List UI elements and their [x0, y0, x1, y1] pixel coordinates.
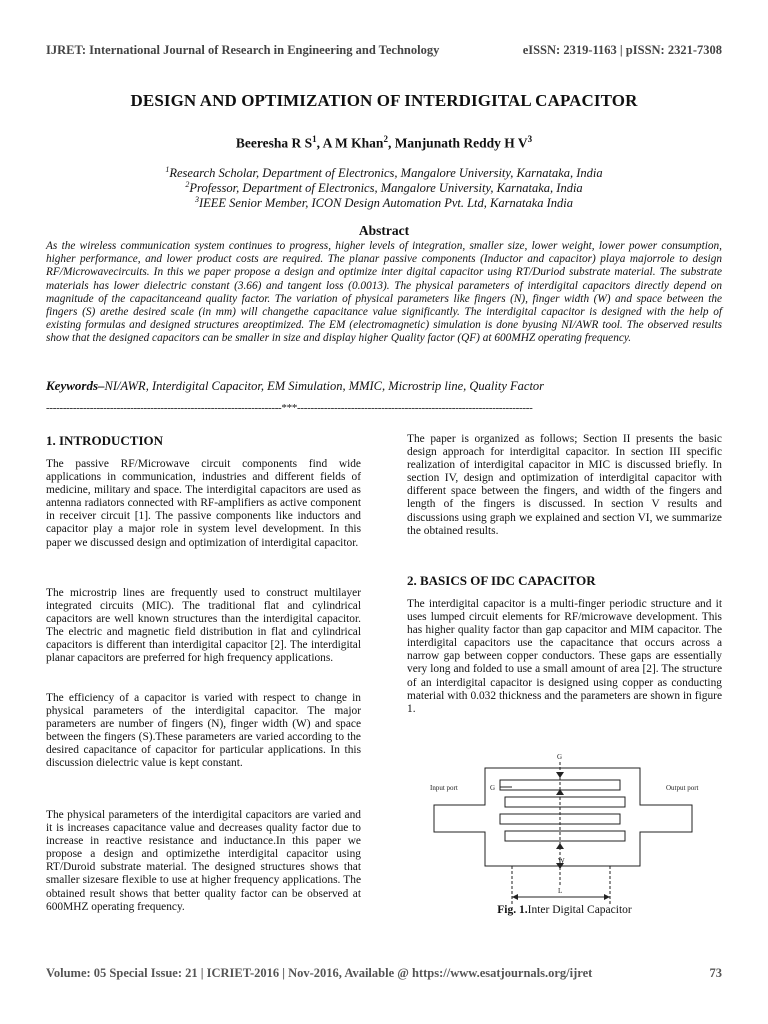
affiliation-text: IEEE Senior Member, ICON Design Automation Pvt. Ltd, Karnataka India [198, 196, 574, 211]
affiliation-text: Professor, Department of Electronics, Mangalore University, Karnataka, India [189, 181, 583, 196]
author-sup: 1 [312, 134, 317, 144]
author-list: Beeresha R $S^1$, A M Khan$^2$, Manjunath Reddy H $V^3$ [235, 134, 533, 151]
paper-title: DESIGN AND OPTIMIZATION OF INTERDIGITAL CAPACITOR [130, 91, 638, 110]
affiliation-sup: 3 [194, 195, 199, 204]
author-name: Manjunath Reddy H V [394, 135, 528, 151]
intro-continuation: The paper is organized as follows; Section II presents the basic design approach for interdigital capacitor. In section III specific realization of interdigital capacitor in MIC is discussed briefly. In section IV, design and optimization of interdigital capacitor with different space between the fingers, and width of the fingers and length of the fingers is discussed. In section V results and discussions using graph we explained and section VI, we summarize the obtained results. [407, 433, 722, 537]
running-footer [46, 966, 722, 982]
author-name: Beeresha R S [235, 135, 313, 151]
section-heading: 2. BASICS OF IDC CAPACITOR [407, 573, 596, 588]
arrow-head [604, 894, 610, 900]
intro-heading [46, 434, 361, 449]
figure-caption-text: Inter Digital Capacitor [527, 904, 632, 916]
running-header [46, 43, 722, 59]
issn: eISSN: 2319-1163 | pISSN: 2321-7308 [522, 43, 722, 57]
finger-bottom-1 [505, 797, 625, 807]
label-input-port: Input port [430, 784, 458, 792]
figure-caption-label: Fig. 1. [497, 904, 528, 916]
interdigital-capacitor-figure [420, 745, 710, 910]
keywords [46, 378, 726, 394]
label-output-port: Output port [666, 784, 699, 792]
section2-heading [407, 574, 722, 589]
intro-paragraph: The efficiency of a capacitor is varied with respect to change in physical parameters of the interdigital capacitor. The major parameters are number of fingers (N), finger width (W) and space between the fingers (S).These parameters are varied according to the desired capacitance of capacitor for particular applications. In this discussion dielectric value is kept constant. [46, 692, 361, 770]
author-sup: 2 [383, 134, 388, 144]
keywords-text: NI/AWR, Interdigital Capacitor, EM Simulation, MMIC, Microstrip line, Quality Factor [104, 379, 545, 393]
label-g-top: G [557, 753, 563, 761]
label-l: L [558, 887, 563, 895]
intro-paragraph: The physical parameters of the interdigital capacitors are varied and it is increases capacitance value and decreases quality factor due to increase in reactive resistance and inductance.In this paper we propose a design and optimizethe interdigital capacitor using RT/Duroid substrate material. The designed structures shows that smaller sizesare flexible to use at higher frequency applications. The obtained result shows that better quality factor can be observed at 600MHZ operating frequency. [46, 809, 361, 913]
finger-bottom-2 [505, 831, 625, 841]
arrow-head [556, 843, 564, 849]
author-name: A M Khan [322, 135, 384, 151]
page-number: 73 [709, 966, 722, 980]
label-g-side: G [490, 784, 496, 792]
abstract-text: As the wireless communication system continues to progress, higher levels of integration, smaller size, lower weight, lower power consumption, higher performance, and lower product costs are required. The planar passive components (Inductor and capacitor) playa majorrole to design RF/Microwavecircuits. In this we paper propose a design and optimize inter digital capacitor using RT/Duriod substrate material. The substrate materials has lower dielectric constant (3.66) and tangent loss (0.0013). The physical parameters of interdigital capacitors directly depend on magnitude of the capacitanceand quality factor. The variation of physical parameters like fingers (N), finger width (W) and space between the fingers (S) arethe desired scale (in mm) will changethe capacitance value significantly. The interdigital capacitor is designed with the help of existing formulas and designed structures areoptimized. The EM (electromagnetic) simulation is done byusing NI/AWR tool. The observed results show that the designed capacitors can be smaller in size and display higher Quality factor (QF) at 600MHZ operating frequency. [46, 240, 722, 345]
abstract-heading: Abstract [358, 223, 410, 238]
affiliation-sup: 2 [185, 180, 190, 189]
arrow-head [512, 894, 518, 900]
affiliation-text: Research Scholar, Department of Electronics, Mangalore University, Karnataka, India [169, 166, 603, 181]
author-sup: 3 [527, 134, 533, 144]
section2-paragraph: The interdigital capacitor is a multi-finger periodic structure and it uses lumped circuit elements for RF/microwave development. This has higher quality factor than gap capacitor and MIM capacitor. The interdigital capacitors use the capacitance that occurs across a narrow gap between copper conductors. These gaps are essentially very long and folded to use a small amount of area [2]. The structure of an interdigital capacitor is designed using copper as conducting material with 0.032 thickness and the parameters are shown in figure 1. [407, 598, 722, 715]
section-separator: ----------------------------------------------------------------------***---------------------------------------------------------------------- [46, 402, 533, 414]
journal-name: IJRET: International Journal of Research in Engineering and Technology [46, 43, 440, 57]
footer-citation: Volume: 05 Special Issue: 21 | ICRIET-2016 | Nov-2016, Available @ https://www.esatjournals.org/ijret [46, 966, 593, 980]
label-w: W [558, 857, 565, 865]
affiliation-sup: 1 [165, 165, 170, 174]
arrow-head [556, 772, 564, 778]
figure-caption [407, 904, 722, 916]
section-heading: 1. INTRODUCTION [46, 433, 164, 448]
keywords-label: Keywords– [46, 378, 105, 393]
capacitor-outline [434, 768, 692, 866]
affiliation [0, 192, 768, 211]
intro-paragraph: The passive RF/Microwave circuit components find wide applications in communication, industries and different fields of medicine, military and space. The interdigital capacitors are used as antenna radiators connected with RF-amplifiers as active component in receiver circuit [1]. The passive components like inductors and capacitor play a major role in system level development. In this paper we discussed design and optimization of interdigital capacitor. [46, 458, 361, 549]
intro-paragraph: The microstrip lines are frequently used to construct multilayer integrated circuits (MIC). The traditional flat and cylindrical capacitors are well known structures than the interdigital capacitor. The electric and magnetic field distribution in flat and cylindrical capacitors is different than interdigital capacitor [2]. The interdigital planar capacitors are preferred for high frequency applications. [46, 587, 361, 665]
